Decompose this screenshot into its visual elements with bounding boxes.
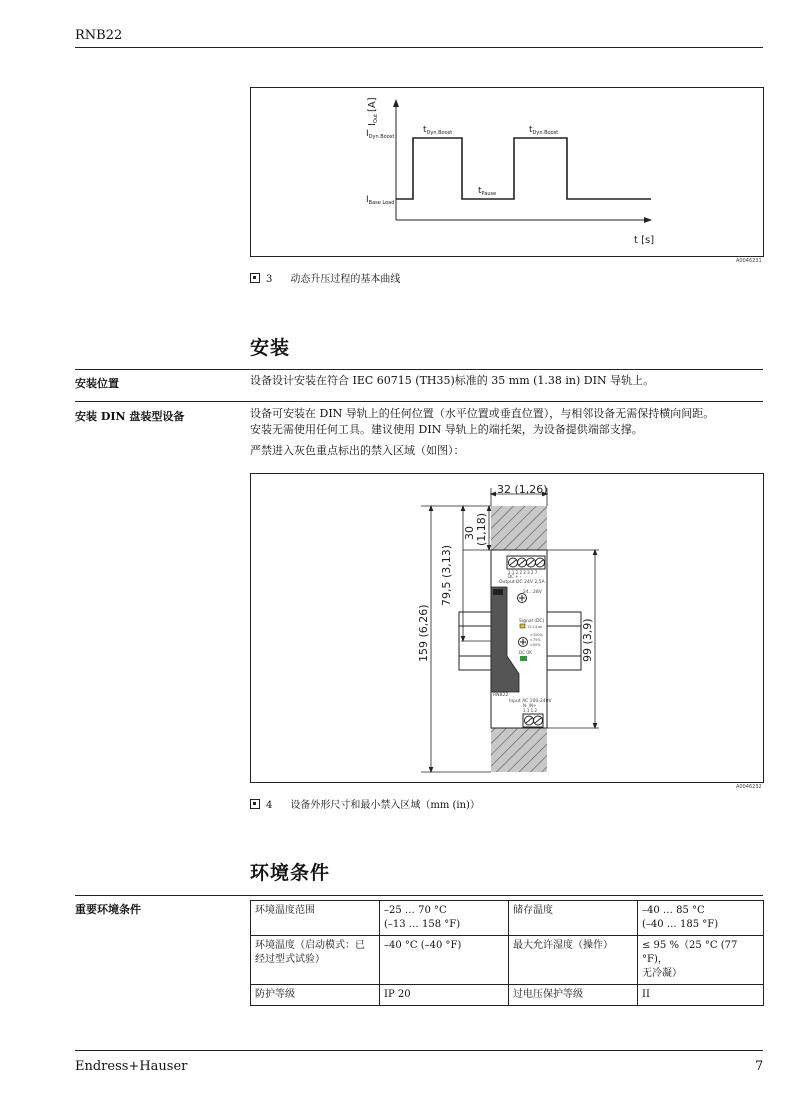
device-dcok: DC OK [519,650,532,655]
device-boost-a: >100% [530,633,543,637]
dim-total-label: 159 (6,26) [417,604,430,662]
figure-4-number: 4 [266,800,273,811]
table-cell: –40 … 85 °C (–40 … 185 °F) [638,901,764,936]
boost-curve [396,138,651,199]
dimension-drawing [251,474,763,782]
figure-icon [250,799,260,809]
env-section-title: 环境条件 [250,862,331,884]
boost-curve-chart [251,88,763,256]
install-mount-label: 安装 DIN 盘装型设备 [75,410,185,423]
table-cell: 防护等级 [251,985,380,1006]
footer-page-number: 7 [755,1059,764,1074]
device-output: Output DC 24V 2,5A [499,580,545,585]
figure-3-caption [250,270,400,285]
bottom-terminals [523,714,543,727]
figure-4-caption [250,796,480,811]
footer-brand: Endress+Hauser [75,1059,188,1074]
table-cell: 环境温度（启动模式：已 经过型式试验） [251,936,380,985]
table-cell: 最大允许湿度（操作） [509,936,638,985]
header-rule [75,47,763,48]
header-title: RNB22 [75,28,123,43]
dcok-led [520,656,527,661]
table-cell: IP 20 [380,985,509,1006]
env-rule [75,895,763,896]
table-cell: 环境温度范围 [251,901,380,936]
dim-right-label: 99 (3,9) [581,618,594,662]
x-axis-label: t [s] [634,235,655,246]
table-row [251,936,764,985]
install-location-label: 安装位置 [75,377,119,390]
dim-top-label-b: (1,18) [475,512,488,546]
table-cell: ≤ 95 %（25 °C (77 °F)， 无冷凝） [638,936,764,985]
table-row [251,901,764,936]
figure-3-box [250,87,764,257]
dim-width-label: 32 (1,26) [497,483,548,496]
figure-3-id: A0046231 [736,258,762,264]
figure-icon [250,273,260,283]
device-input-pins: N- /N+ [523,703,537,708]
keepout-top [491,506,547,550]
level-boost-label: $I_{Dyn.Boost}$ [366,129,395,140]
figure-4-id: A0046232 [736,784,762,790]
dim-top-label-a: 30 [463,526,476,540]
install-location-text: 设备设计安装在符合 IEC 60715 (TH35)标准的 35 mm (1.38 in) DIN 导轨上。 [250,374,655,387]
device-boost-c: >50% [530,643,541,647]
device-terminal-top: 2.1 2.2 2.3 2.7 [508,570,538,575]
table-cell: 储存温度 [509,901,638,936]
device-input-labels: 1.1 1.2 [523,708,537,713]
device-boost-b: >75% [530,638,541,642]
figure-3-number: 3 [266,274,273,285]
install-rule-1 [75,369,763,370]
install-mount-line-3: 严禁进入灰色重点标出的禁入区域（如图）： [250,444,465,457]
y-axis-label: $I_{Out}[A]$ [367,97,379,126]
env-table [250,900,764,1006]
t-boost-1-label: $t_{Dyn.Boost}$ [423,125,453,136]
install-rule-2 [75,401,763,402]
t-pause-label: $t_{Pause}$ [478,186,497,197]
table-cell: II [638,985,764,1006]
device-signal: Signal (DC) [519,619,545,624]
install-mount-line-1: 设备可安装在 DIN 导轨上的任何位置（水平位置或垂直位置），与相邻设备无需保持横向间距。 [250,407,715,420]
device-vadj: 24...28V [523,590,542,595]
device-input: Input AC 100-240V [509,699,552,704]
footer-rule [75,1050,763,1051]
install-mount-line-2: 安装无需使用任何工具。建议使用 DIN 导轨上的端托架，为设备提供端部支撑。 [250,423,643,436]
keepout-bottom [491,728,547,772]
install-section-title: 安装 [250,337,291,359]
level-base-label: $I_{Base Load}$ [366,195,395,206]
t-boost-2-label: $t_{Dyn.Boost}$ [529,125,559,136]
dim-mid-label: 79,5 (3,13) [440,544,453,606]
figure-4-caption-text: 设备外形尺寸和最小禁入区域（mm (in)） [290,800,480,811]
din-rail-right [547,612,581,670]
table-cell: –40 °C (–40 °F) [380,936,509,985]
device-terminal-sign: DC + - [508,574,522,579]
figure-4-box [250,473,764,783]
top-terminals [507,556,545,569]
table-row [251,985,764,1006]
env-label: 重要环境条件 [75,903,141,916]
table-cell: 过电压保护等级 [509,985,638,1006]
signal-led [520,624,525,628]
device-model: RNB22 [493,693,509,698]
table-cell: –25 … 70 °C (–13 … 158 °F) [380,901,509,936]
device-signal-sub: 13-14 ok [527,625,543,629]
figure-3-caption-text: 动态升压过程的基本曲线 [290,274,401,285]
